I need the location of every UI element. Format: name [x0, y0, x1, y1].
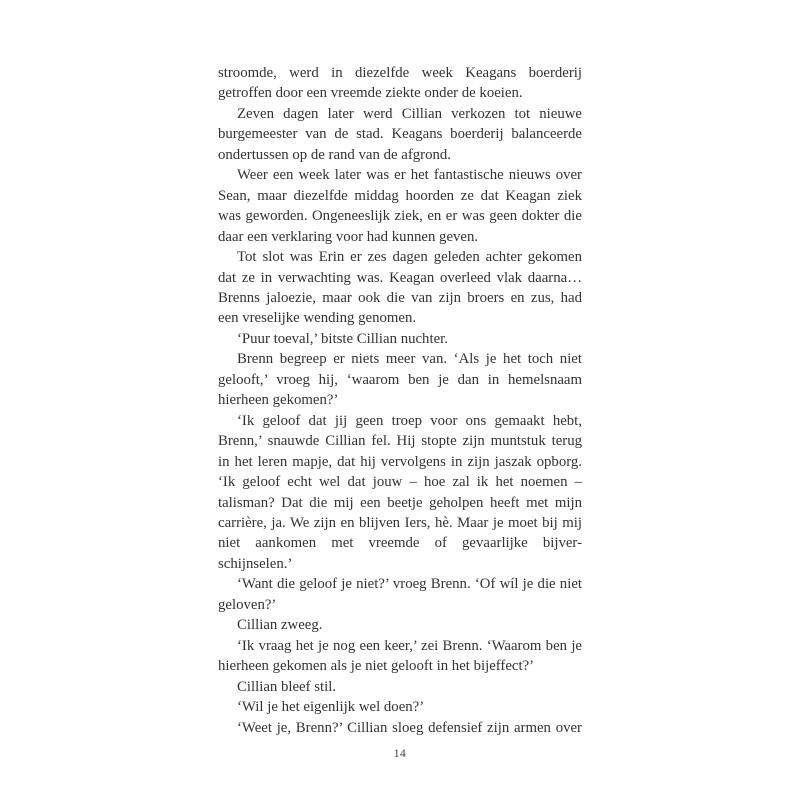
text-line: ‘Ik geloof dat jij geen troep voor ons gemaakt hebt,: [237, 412, 582, 429]
paragraph: [218, 349, 582, 410]
text-line: hierheen gekomen?’: [218, 392, 339, 409]
text-line: dat ze in verwachting was. Keagan overleed vlak daarna…: [218, 269, 582, 286]
text-block: [218, 63, 582, 738]
paragraph: [218, 411, 582, 575]
text-line: schijnselen.’: [218, 555, 293, 572]
paragraph: [218, 329, 582, 349]
text-line: talisman? Dat die mij een beetje geholpen heeft met mijn: [218, 494, 582, 511]
paragraph: [218, 165, 582, 247]
text-line: daar een verklaring voor had kunnen geven.: [218, 228, 479, 245]
text-line: Weer een week later was er het fantastische nieuws over: [237, 167, 582, 184]
text-line: Sean, maar diezelfde middag hoorden ze dat Keagan ziek: [218, 187, 582, 204]
text-line: stroomde, werd in diezelfde week Keagans boerderij: [218, 65, 582, 81]
text-line: Brenn begreep er niets meer van. ‘Als je het toch niet: [237, 351, 582, 368]
text-line: Brenn,’ snauwde Cillian fel. Hij stopte zijn muntstuk terug: [218, 433, 582, 450]
paragraph: [218, 636, 582, 677]
text-line: ‘Ik geloof echt wel dat jouw – hoe zal ik het noemen –: [218, 474, 582, 491]
text-line: gelooft,’ vroeg hij, ‘waarom ben je dan in hemelsnaam: [218, 371, 582, 388]
text-line: ‘Want die geloof je niet?’ vroeg Brenn. ‘Of wíl je die niet: [237, 576, 582, 593]
text-line: Brenns jaloezie, maar ook die van zijn broers en zus, had: [218, 289, 582, 306]
paragraph: [218, 718, 582, 738]
text-line: Cillian zweeg.: [237, 617, 323, 634]
text-line: Cillian bleef stil.: [237, 678, 337, 695]
text-line: Tot slot was Erin er zes dagen geleden achter gekomen: [237, 249, 582, 266]
text-line: was geworden. Ongeneeslijk ziek, en er was geen dokter die: [218, 208, 582, 225]
text-line: ‘Puur toeval,’ bitste Cillian nuchter.: [237, 330, 448, 347]
text-line: een vreselijke wending genomen.: [218, 310, 417, 327]
paragraph: [218, 247, 582, 329]
text-line: ondertussen op de rand van de afgrond.: [218, 146, 451, 163]
text-line: geloven?’: [218, 596, 277, 613]
text-line: Zeven dagen later werd Cillian verkozen tot nieuwe: [237, 105, 582, 122]
text-line: in het leren mapje, dat hij vervolgens in zijn jaszak opborg.: [218, 453, 582, 470]
paragraph: [218, 677, 582, 697]
text-line: ‘Weet je, Brenn?’ Cillian sloeg defensief zijn armen over: [237, 719, 582, 736]
paragraph: [218, 63, 582, 104]
text-line: burgemeester van de stad. Keagans boerderij balanceerde: [218, 126, 582, 143]
text-line: ‘Ik vraag het je nog een keer,’ zei Brenn. ‘Waarom ben je: [237, 637, 582, 654]
text-line: niet aankomen met vreemde of gevaarlijke bijver-: [218, 535, 582, 552]
paragraph: [218, 615, 582, 635]
paragraph: [218, 697, 582, 717]
page-number: 14: [393, 748, 407, 760]
paragraph: [218, 574, 582, 615]
text-line: getroffen door een vreemde ziekte onder de koeien.: [218, 85, 523, 102]
paragraph: [218, 104, 582, 165]
text-line: carrière, ja. We zijn en blijven Iers, hè. Maar je moet bij mij: [218, 514, 582, 531]
text-line: ‘Wil je het eigenlijk wel doen?’: [237, 699, 425, 716]
text-line: hierheen gekomen als je niet gelooft in het bijeffect?’: [218, 658, 535, 675]
